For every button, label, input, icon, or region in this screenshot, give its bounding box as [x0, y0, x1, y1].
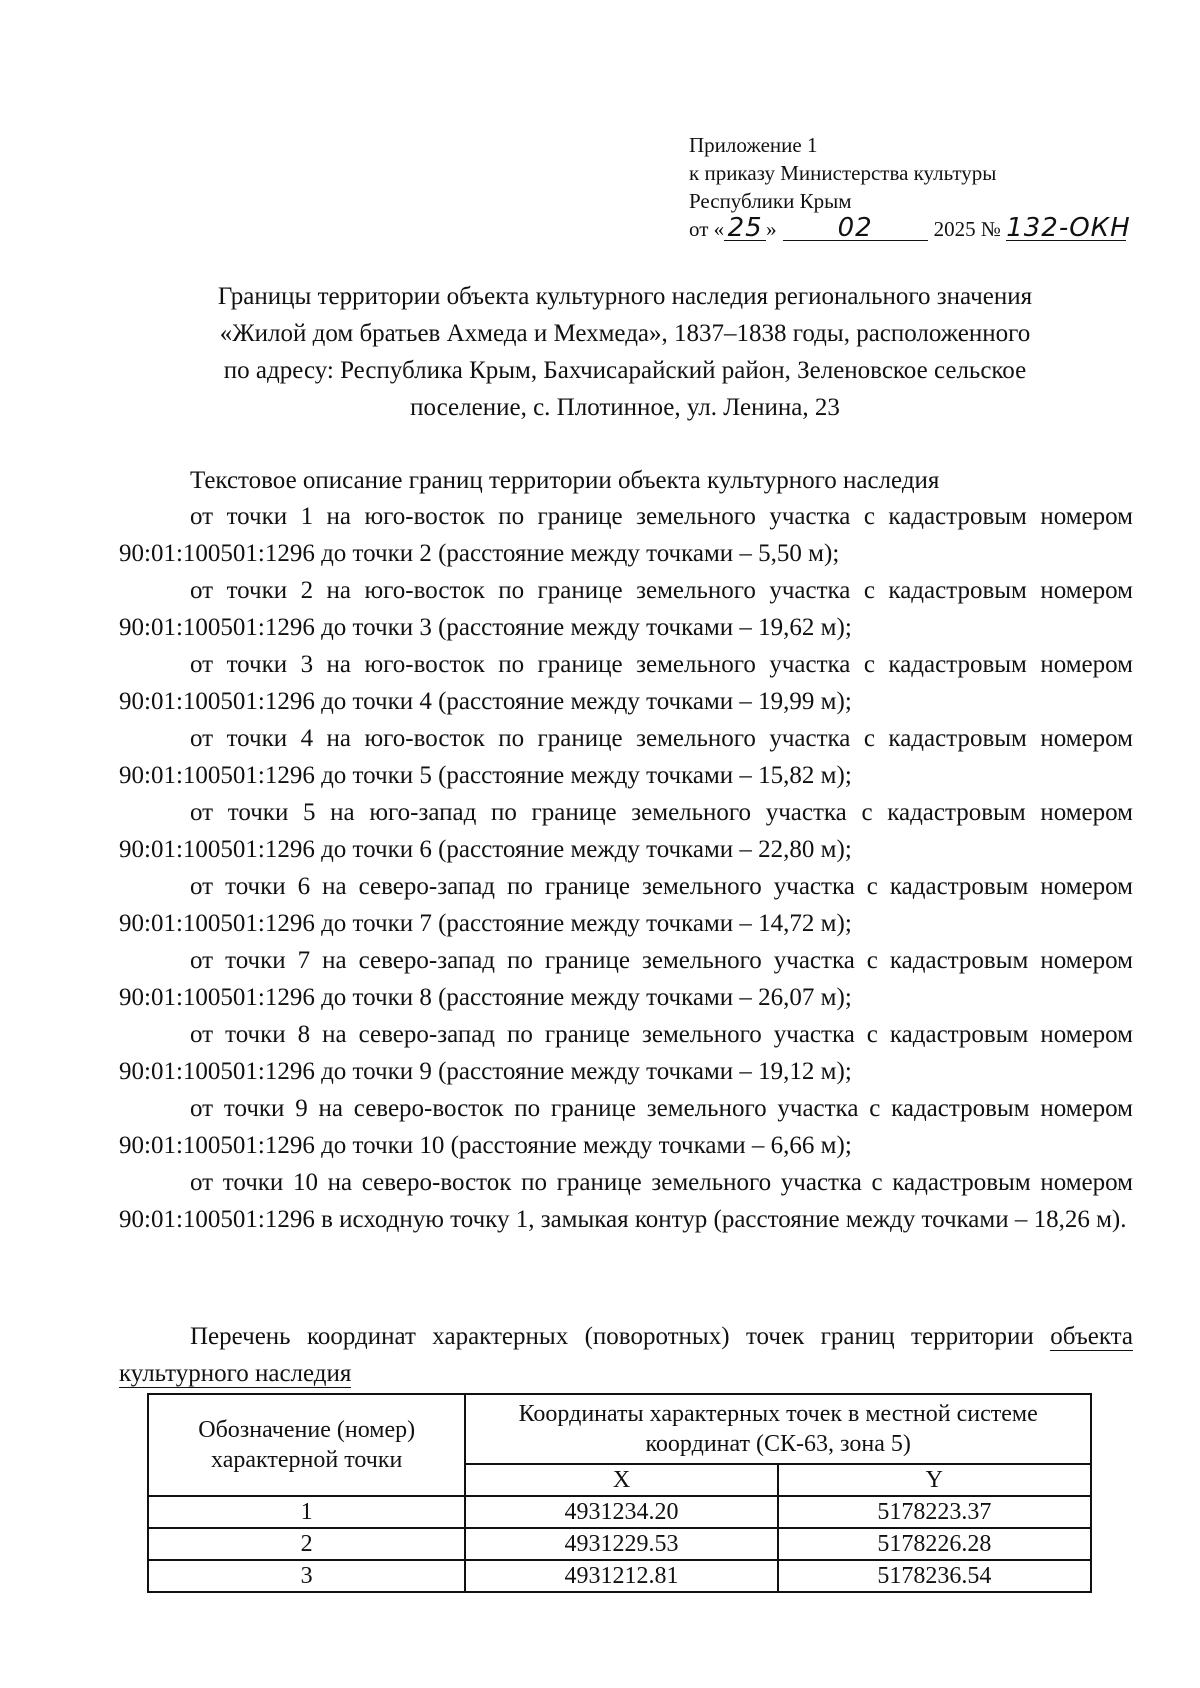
date-prefix: от « — [689, 217, 725, 241]
boundary-description — [119, 498, 1133, 1238]
boundary-paragraph: от точки 4 на юго-восток по границе земельного участка с кадастровым номером 90:01:100501:1296 до точки 5 (расстояние между точками – 15,82 м); — [119, 725, 1133, 789]
table-row — [148, 1528, 1091, 1560]
boundary-paragraph: от точки 1 на юго-восток по границе земельного участка с кадастровым номером 90:01:100501:1296 до точки 2 (расстояние между точками – 5,50 м); — [119, 503, 1133, 567]
description-title: Текстовое описание границ территории объекта культурного наследия — [190, 467, 940, 494]
boundary-paragraph: от точки 7 на северо-запад по границе земельного участка с кадастровым номером 90:01:100501:1296 до точки 8 (расстояние между точками – 26,07 м); — [119, 947, 1133, 1011]
boundary-paragraph: от точки 9 на северо-восток по границе земельного участка с кадастровым номером 90:01:100501:1296 до точки 10 (расстояние между точками – 6,66 м); — [119, 1095, 1133, 1159]
header-point-number: Обозначение (номер) характерной точки — [148, 1394, 465, 1496]
date-mid: » — [766, 217, 777, 241]
cell-x: 4931234.20 — [465, 1496, 777, 1528]
header-x: X — [465, 1464, 777, 1496]
boundary-paragraph: от точки 8 на северо-запад по границе земельного участка с кадастровым номером 90:01:100501:1296 до точки 9 (расстояние между точками – 19,12 м); — [119, 1021, 1133, 1085]
boundary-paragraph: от точки 10 на северо-восток по границе земельного участка с кадастровым номером 90:01:100501:1296 в исходную точку 1, замыкая контур (расстояние между точками – 18,26 м). — [119, 1169, 1133, 1233]
appendix-date-line — [689, 215, 1159, 243]
header-coordinates: Координаты характерных точек в местной системе координат (СК-63, зона 5) — [465, 1394, 1091, 1464]
heading-line: поселение, с. Плотинное, ул. Ленина, 23 — [410, 394, 840, 421]
appendix-line-1: Приложение 1 — [689, 133, 818, 157]
heading-line: по адресу: Республика Крым, Бахчисарайский район, Зеленовское сельское — [223, 357, 1027, 384]
coordinates-table — [147, 1393, 1092, 1593]
boundary-paragraph: от точки 6 на северо-запад по границе земельного участка с кадастровым номером 90:01:100501:1296 до точки 7 (расстояние между точками – 14,72 м); — [119, 873, 1133, 937]
cell-x: 4931229.53 — [465, 1528, 777, 1560]
document-heading — [120, 278, 1130, 426]
appendix-line-3: Республики Крым — [689, 189, 852, 213]
coordinates-title-underlined: объекта культурного наследия — [119, 1323, 1133, 1387]
date-year: 2025 № — [933, 217, 1001, 241]
boundary-paragraph: от точки 5 на юго-запад по границе земельного участка с кадастровым номером 90:01:100501:1296 до точки 6 (расстояние между точками – 22,80 м); — [119, 799, 1133, 863]
cell-y: 5178226.28 — [778, 1528, 1091, 1560]
header-y: Y — [778, 1464, 1091, 1496]
date-month-handwritten: 02 — [783, 216, 928, 241]
boundary-paragraph: от точки 3 на юго-восток по границе земельного участка с кадастровым номером 90:01:100501:1296 до точки 4 (расстояние между точками – 19,99 м); — [119, 651, 1133, 715]
heading-line: Границы территории объекта культурного наследия регионального значения — [217, 283, 1033, 310]
table-row — [148, 1560, 1091, 1592]
cell-point: 2 — [148, 1528, 465, 1560]
cell-point: 3 — [148, 1560, 465, 1592]
table-row — [148, 1496, 1091, 1528]
appendix-line-2: к приказу Министерства культуры — [689, 161, 997, 185]
appendix-block — [689, 131, 1159, 243]
boundary-paragraph: от точки 2 на юго-восток по границе земельного участка с кадастровым номером 90:01:100501:1296 до точки 3 (расстояние между точками – 19,62 м); — [119, 577, 1133, 641]
date-day-handwritten: 25 — [724, 216, 766, 241]
coordinates-title-main: Перечень координат характерных (поворотных) точек границ территории — [190, 1323, 1051, 1350]
coordinates-list-title — [119, 1318, 1133, 1392]
order-number-handwritten: 132-ОКН — [1006, 213, 1131, 243]
heading-line: «Жилой дом братьев Ахмеда и Мехмеда», 1837–1838 годы, расположенного — [219, 320, 1031, 347]
cell-y: 5178236.54 — [778, 1560, 1091, 1592]
cell-y: 5178223.37 — [778, 1496, 1091, 1528]
cell-x: 4931212.81 — [465, 1560, 777, 1592]
cell-point: 1 — [148, 1496, 465, 1528]
